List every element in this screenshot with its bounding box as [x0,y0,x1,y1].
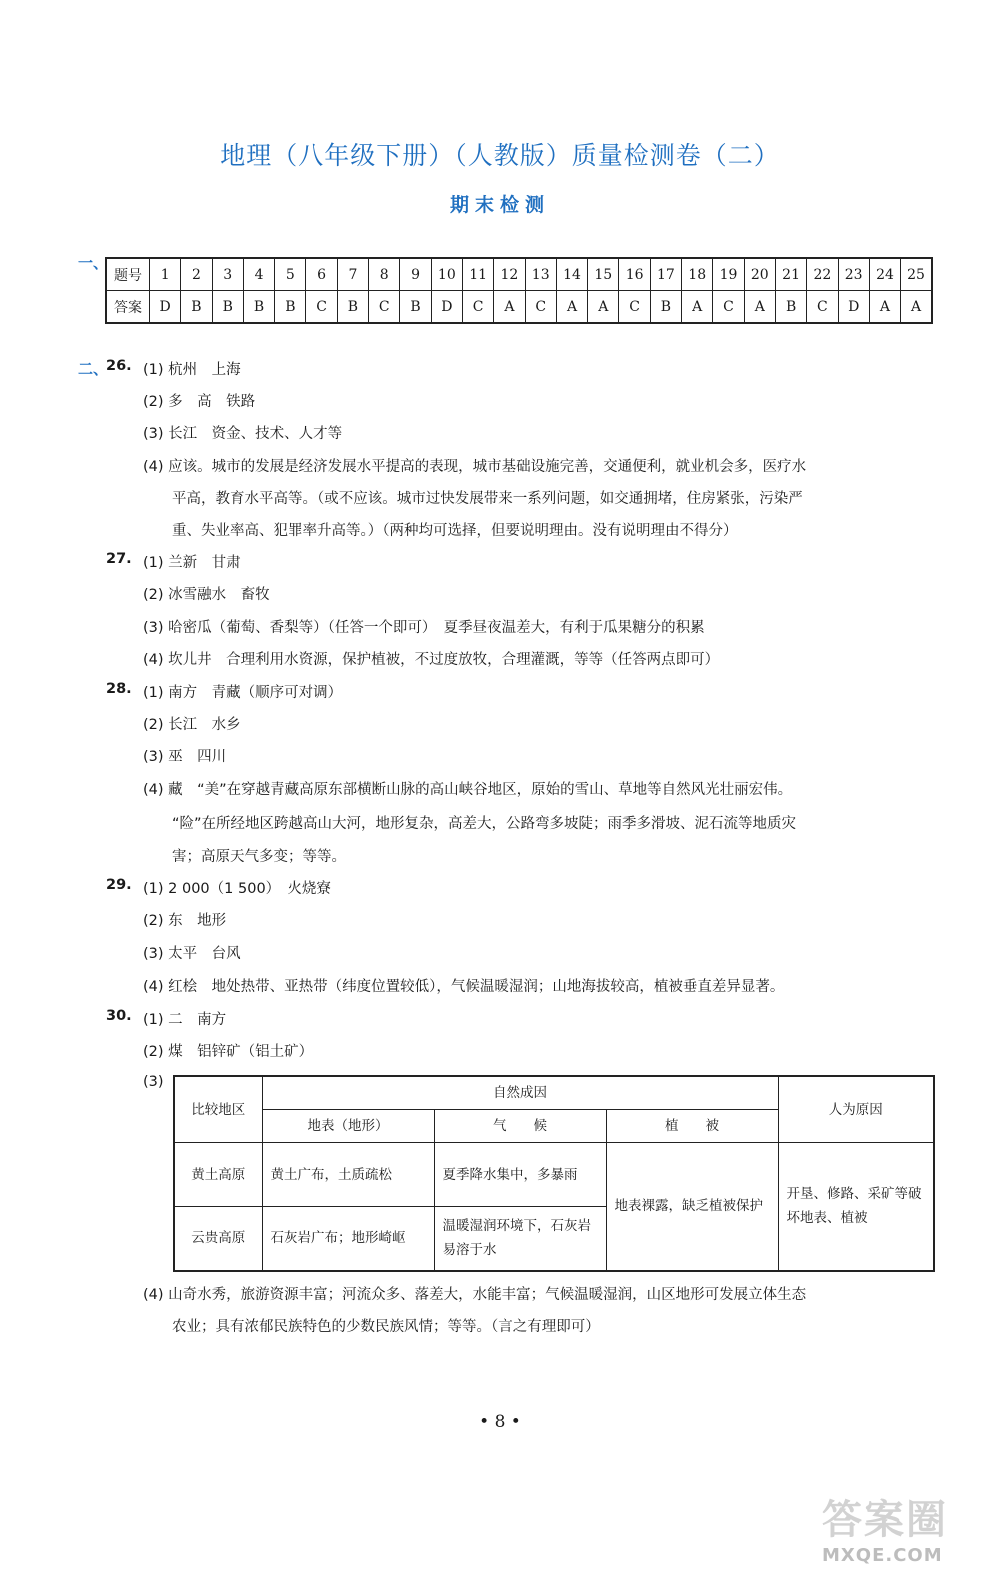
question-number-cell: 22 [807,258,838,291]
question-number-cell: 12 [494,258,525,291]
header-vegetation: 植 被 [606,1110,778,1143]
answer-cell: C [713,291,744,324]
q27-part4: (4) 坎儿井 合理利用水资源，保护植被，不过度放牧，合理灌溉，等等（任答两点即可） [143,652,720,668]
q29-part2: (2) 东 地形 [143,913,227,929]
answer-cell: C [306,291,337,324]
q27-part2: (2) 冰雪融水 畜牧 [143,587,270,603]
question-28-number: 28. [106,681,132,697]
question-number-cell: 8 [369,258,400,291]
loess-surface: 黄土广布，土质疏松 [262,1143,434,1207]
page-subtitle: 期末检测 [449,194,550,216]
q29-part4: (4) 红桧 地处热带、亚热带（纬度位置较低），气候温暖湿润；山地海拔较高，植被垂直差异显著。 [143,979,785,995]
row-loess-plateau: 黄土高原 [174,1143,262,1207]
watermark-text: 答案圈 [822,1497,948,1543]
question-number-cell: 2 [181,258,212,291]
q28-part3: (3) 巫 四川 [143,749,227,765]
answer-table [105,257,933,324]
question-number-cell: 5 [275,258,306,291]
question-number-cell: 16 [619,258,650,291]
question-number-cell: 10 [431,258,462,291]
comparison-table [173,1075,935,1272]
question-number-cell: 19 [713,258,744,291]
answer-cell: B [243,291,274,324]
yungui-climate: 温暖湿润环境下，石灰岩易溶于水 [434,1207,606,1271]
q26-part4-line3: 重、失业率高、犯罪率升高等。）（两种均可选择，但要说明理由。没有说明理由不得分） [172,523,738,539]
header-climate: 气 候 [434,1110,606,1143]
answer-cell: C [619,291,650,324]
q29-part1: (1) 2 000（1 500） 火烧寮 [143,881,331,897]
question-number-cell: 15 [588,258,619,291]
answer-cell: C [369,291,400,324]
section-two-mark: 二、 [78,360,109,378]
row-yungui-plateau: 云贵高原 [174,1207,262,1271]
question-number-cell: 13 [525,258,556,291]
question-26-number: 26. [106,358,132,374]
question-30-number: 30. [106,1008,132,1024]
page-number: • 8 • [479,1412,521,1432]
section-one-mark: 一、 [78,254,109,272]
question-number-cell: 6 [306,258,337,291]
answer-cell: A [556,291,587,324]
q27-part1: (1) 兰新 甘肃 [143,555,241,571]
answer-cell: C [525,291,556,324]
row-label-number: 题号 [106,258,150,291]
question-number-cell: 20 [744,258,775,291]
answer-cell: D [838,291,869,324]
q26-part4-line2: 平高，教育水平高等。（或不应该。城市过快发展带来一系列问题，如交通拥堵，住房紧张，污染严 [172,491,803,507]
q26-part2: (2) 多 高 铁路 [143,394,256,410]
watermark-logo [822,1488,982,1566]
question-number-cell: 23 [838,258,869,291]
loess-climate: 夏季降水集中，多暴雨 [434,1143,606,1207]
page-title: 地理（八年级下册）（人教版）质量检测卷（二） [220,141,780,170]
answer-cell: C [807,291,838,324]
answer-table-answer-row [106,291,932,324]
answer-cell: A [588,291,619,324]
q30-part2: (2) 煤 铝锌矿（铝土矿） [143,1044,314,1060]
question-27-number: 27. [106,551,132,567]
answer-cell: B [275,291,306,324]
answer-cell: C [462,291,493,324]
answer-cell: D [150,291,181,324]
q27-part3: (3) 哈密瓜（葡萄、香梨等）（任答一个即可） 夏季昼夜温差大，有利于瓜果糖分的积累 [143,620,705,636]
answer-cell: B [181,291,212,324]
answer-cell: A [682,291,713,324]
header-surface: 地表（地形） [262,1110,434,1143]
q28-part4-line1: (4) 藏 “美”在穿越青藏高原东部横断山脉的高山峡谷地区，原始的雪山、草地等自然风光壮丽宏伟。 [143,782,793,798]
answer-cell: B [775,291,806,324]
shared-human-causes: 开垦、修路、采矿等破坏地表、植被 [778,1143,934,1271]
question-number-cell: 7 [337,258,368,291]
q26-part1: (1) 杭州 上海 [143,362,241,378]
q26-part3: (3) 长江 资金、技术、人才等 [143,426,343,442]
question-number-cell: 1 [150,258,181,291]
watermark-url: MXQE.COM [822,1545,943,1566]
question-number-cell: 24 [869,258,900,291]
question-number-cell: 14 [556,258,587,291]
answer-cell: A [494,291,525,324]
q30-part4-line2: 农业；具有浓郁民族特色的少数民族风情；等等。（言之有理即可） [172,1319,600,1335]
q28-part2: (2) 长江 水乡 [143,717,241,733]
q30-part3-label: (3) [143,1074,164,1090]
answer-cell: A [869,291,900,324]
question-number-cell: 21 [775,258,806,291]
q30-part1: (1) 二 南方 [143,1012,227,1028]
header-region: 比较地区 [174,1076,262,1143]
q30-part4-line1: (4) 山奇水秀，旅游资源丰富；河流众多、落差大，水能丰富；气候温暖湿润，山区地形可发展立体生态 [143,1287,807,1303]
question-number-cell: 4 [243,258,274,291]
answer-cell: A [901,291,932,324]
answer-cell: B [212,291,243,324]
question-number-cell: 17 [650,258,681,291]
question-number-cell: 3 [212,258,243,291]
question-number-cell: 9 [400,258,431,291]
answer-cell: B [400,291,431,324]
q26-part4-line1: (4) 应该。城市的发展是经济发展水平提高的表现，城市基础设施完善，交通便利，就业机会多，医疗水 [143,459,807,475]
q28-part4-line3: 害；高原天气多变；等等。 [172,849,346,865]
answer-cell: B [650,291,681,324]
question-29-number: 29. [106,877,132,893]
q28-part1: (1) 南方 青藏（顺序可对调） [143,685,343,701]
answer-table-number-row [106,258,932,291]
question-number-cell: 18 [682,258,713,291]
question-number-cell: 11 [462,258,493,291]
q28-part4-line2: “险”在所经地区跨越高山大河，地形复杂，高差大，公路弯多坡陡；雨季多滑坡、泥石流等地质灾 [172,816,797,832]
row-label-answer: 答案 [106,291,150,324]
header-natural-causes: 自然成因 [262,1076,778,1110]
answer-cell: B [337,291,368,324]
question-number-cell: 25 [901,258,932,291]
yungui-surface: 石灰岩广布；地形崎岖 [262,1207,434,1271]
header-human-causes: 人为原因 [778,1076,934,1143]
answer-cell: D [431,291,462,324]
q29-part3: (3) 太平 台风 [143,946,241,962]
shared-vegetation: 地表裸露，缺乏植被保护 [606,1143,778,1271]
answer-cell: A [744,291,775,324]
